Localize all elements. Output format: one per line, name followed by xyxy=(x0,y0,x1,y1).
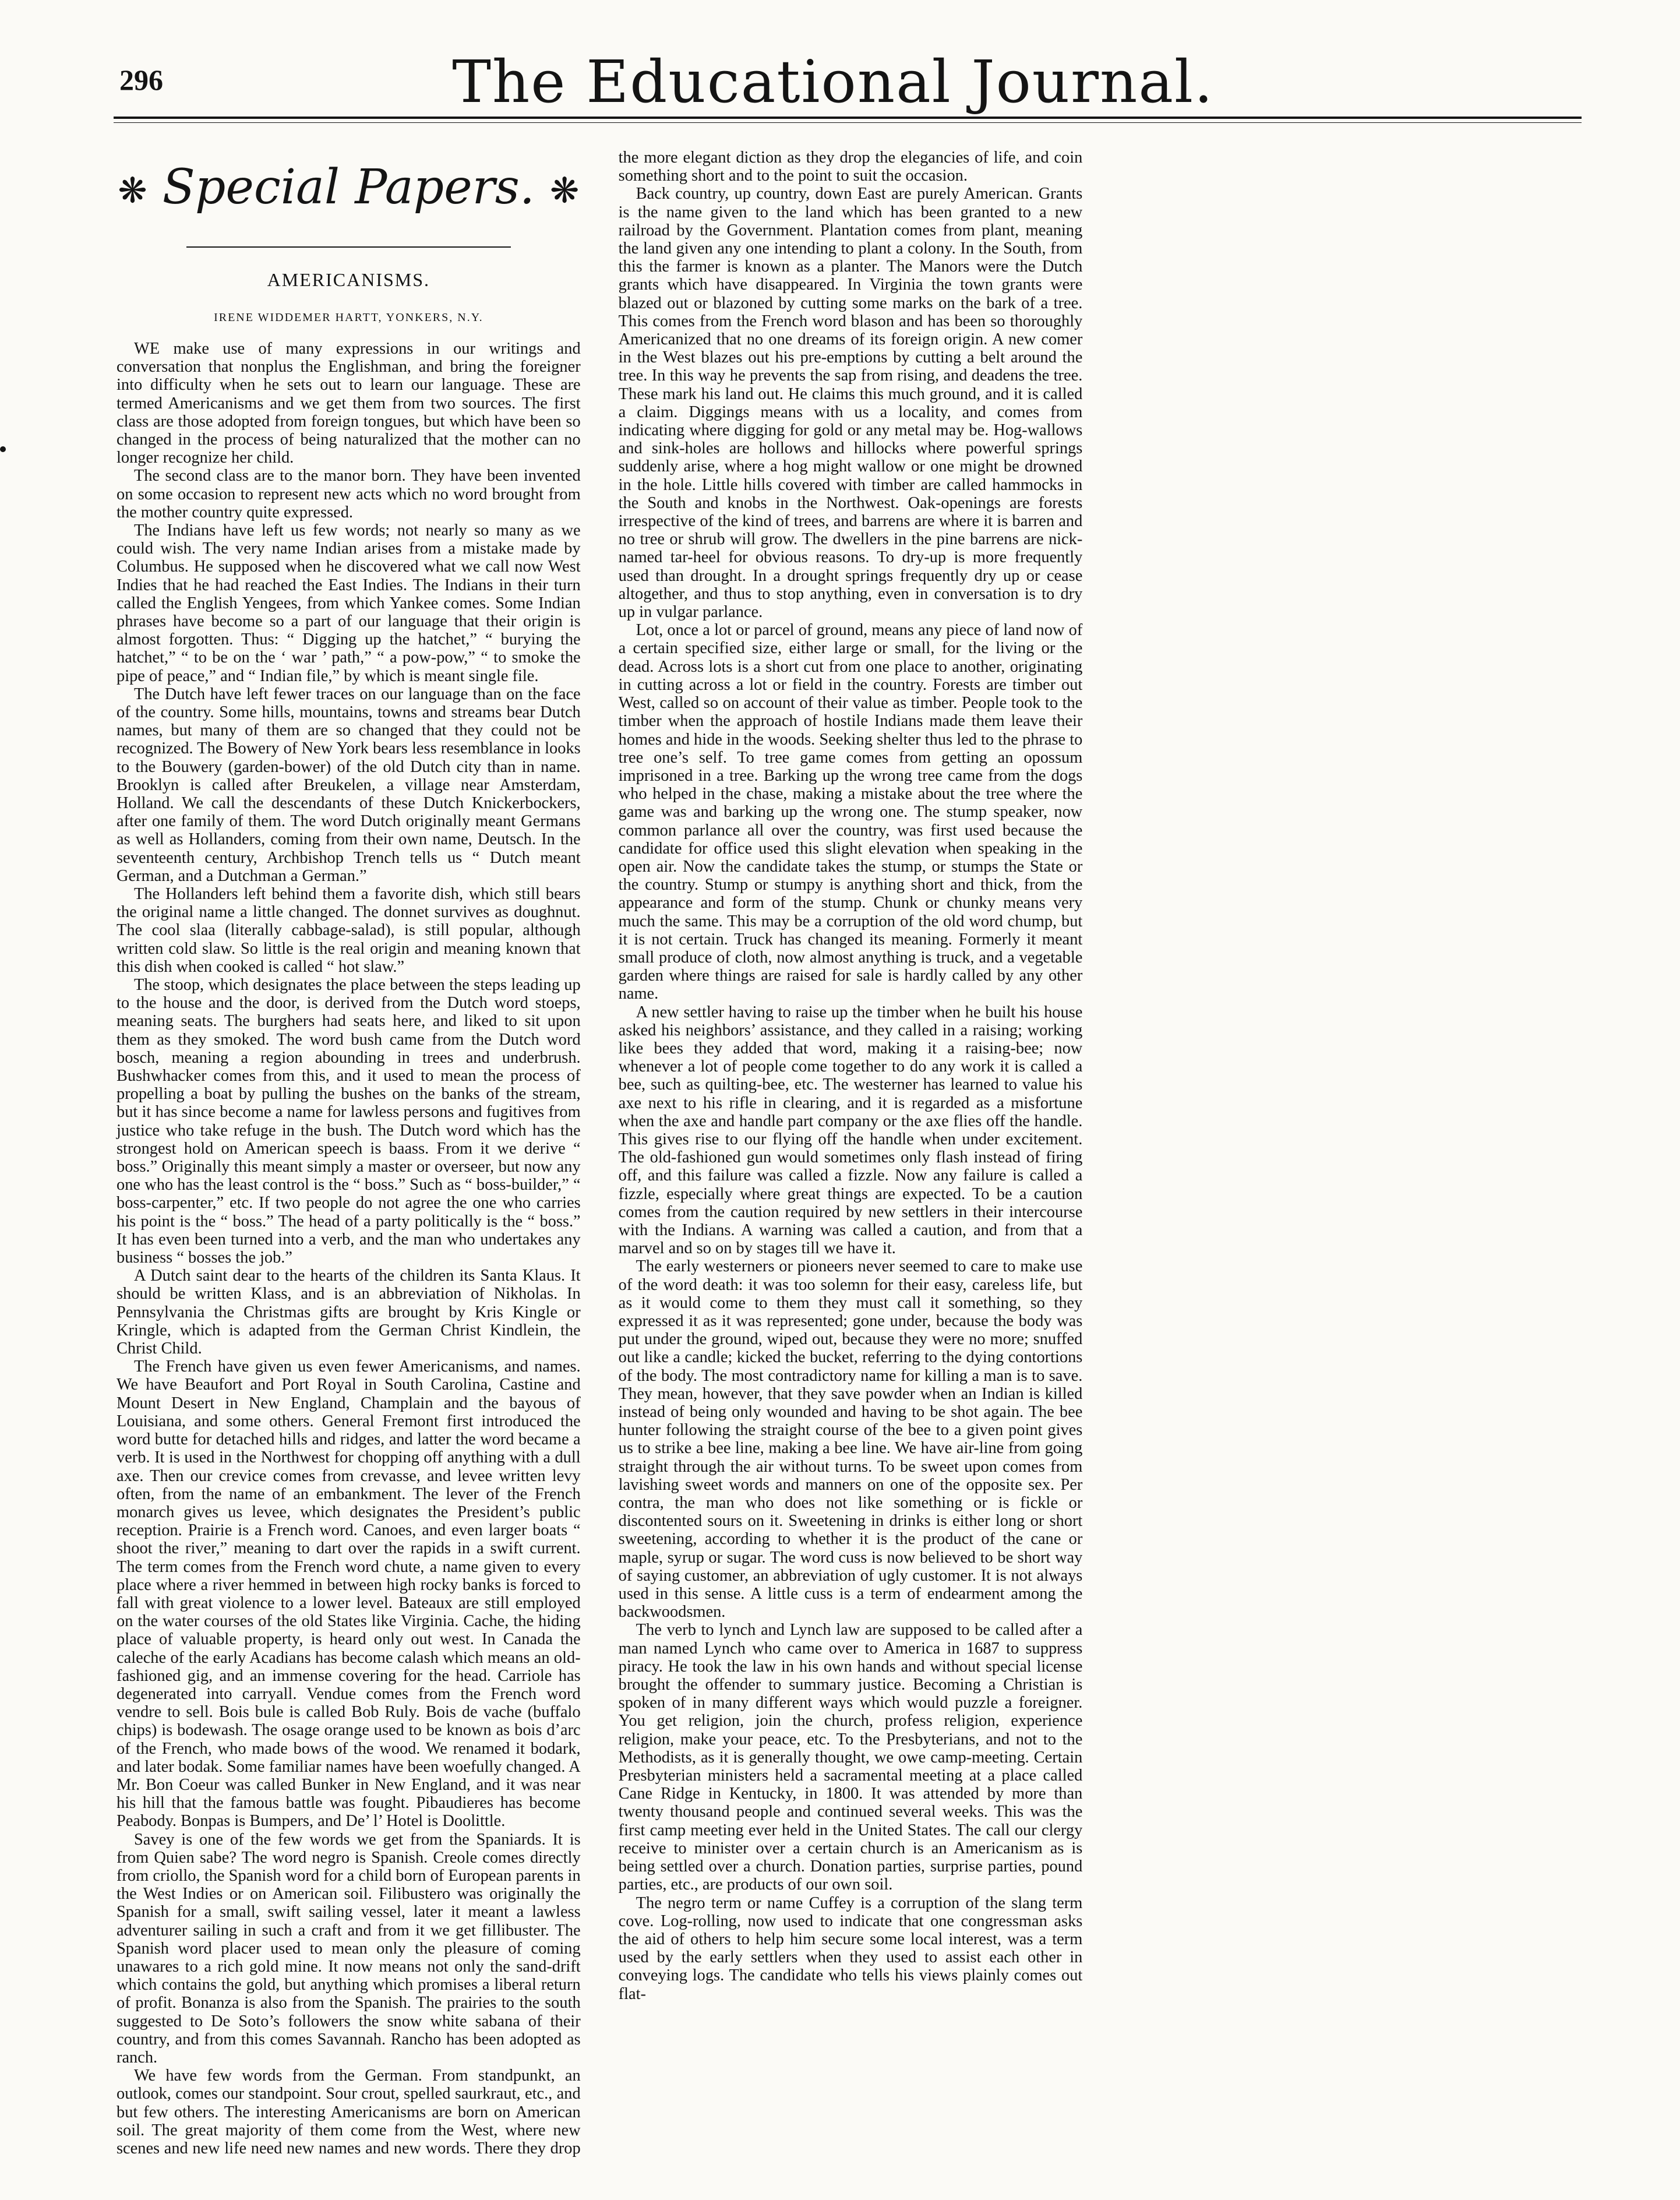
masthead xyxy=(0,0,1680,117)
article-paragraph: The verb to lynch and Lynch law are supposed to be called after a man named Lynch who came over to America in 1687 to suppress piracy. He took the law in his own hands and without special license brought the offender to summary justice. Becoming a Christian is spoken of in many different ways which would puzzle a foreigner. You get religion, join the church, profess religion, experience religion, make your peace, etc. To the Presbyterians, and not to the Methodists, as it is generally thought, we owe camp-meeting. Certain Presbyterian ministers held a sacramental meeting at a place called Cane Ridge in Kentucky, in 1800. It was attended by more than twenty thousand people and continued several weeks. This was the first camp meeting ever held in the United States. The call our clergy receive to minister over a certain church is an Americanism as is being settled over a church. Donation parties, surprise parties, pound parties, etc., are products of our own soil. xyxy=(618,1621,1083,1894)
article-paragraph: Lot, once a lot or parcel of ground, means any piece of land now of a certain specified size, either large or small, for the living or the dead. Across lots is a short cut from one place to another, originating in cutting across a lot or field in the country. Forests are timber out West, called so on account of their value as timber. People took to the timber when the approach of hostile Indians made them leave their homes and hide in the woods. Seeking shelter thus led to the phrase to tree one’s self. To tree game comes from getting an opossum imprisoned in a tree. Barking up the wrong tree came from the dogs who helped in the chase, making a mistake about the tree where the game was and barking up the wrong one. The stump speaker, now common parlance all over the country, was first used because the candidate for office used this slight elevation when speaking in the open air. Now the candidate takes the stump, or stumps the State or the country. Stump or stumpy is anything short and thick, from the appearance and form of the stump. Chunk or chunky means very much the same. This may be a corruption of the old word chump, but it is not certain. Truck has changed its meaning. Formerly it meant small produce of cloth, now almost anything is truck, and a vegetable garden where things are raised for sale is hardly called by any other name. xyxy=(618,621,1083,1003)
article-paragraph: We have few words from the German. From standpunkt, an outlook, comes our standpoint. Sour crout, spelled saurkraut, etc., and but few others. The interesting Americanisms are born on American soil. The great majority of them come from the West, where new scenes and new life need new names and new words. There they drop the more elegant diction as they drop the elegancies of life, and coin something short and to the point to suit the occasion. xyxy=(117,149,1083,2158)
article-paragraph: The stoop, which designates the place between the steps leading up to the house and the door, is derived from the Dutch word stoeps, meaning seats. The burghers had seats here, and liked to sit upon them as they smoked. The word bush came from the Dutch word bosch, meaning a region abounding in trees and underbrush. Bushwhacker comes from this, and it used to mean the process of propelling a boat by pulling the bushes on the banks of the stream, but it has since become a name for lawless persons and fugitives from justice who take refuge in the bush. The Dutch word which has the strongest hold on American speech is baass. From it we derive “ boss.” Originally this meant simply a master or overseer, but now any one who has the least control is the “ boss.” Such as “ boss-builder,” “ boss-carpenter,” etc. If two people do not agree the one who carries his point is the “ boss.” The head of a party politically is the “ boss.” It has even been turned into a verb, and the man who undertakes any business “ bosses the job.” xyxy=(117,976,581,1267)
margin-dot xyxy=(0,446,6,452)
article-paragraph: Savey is one of the few words we get from the Spaniards. It is from Quien sabe? The word negro is Spanish. Creole comes directly from criollo, the Spanish word for a child born of European parents in the West Indies or on American soil. Filibustero was originally the Spanish for a small, swift sailing vessel, later it meant a lawless adventurer sailing in such a craft and from it we get fillibuster. The Spanish word placer used to mean only the pleasure of coming unawares to a rich gold mine. It now means not only the sand-drift which contains the gold, but anything which promises a liberal return of profit. Bonanza is also from the Spanish. The prairies to the south suggested to De Soto’s followers the snow white sabana of their country, and from this comes Savannah. Rancho has been adopted as ranch. xyxy=(117,1830,581,2067)
section-title: Special Papers. xyxy=(162,160,535,215)
header-rule-thin xyxy=(114,122,1582,123)
article-paragraph: A new settler having to raise up the timber when he built his house asked his neighbors’ assistance, and they called in a raising; working like bees they added that word, making it a raising-bee; now whenever a lot of people come together to do any work it is called a bee, such as quilting-bee, etc. The westerner has learned to value his axe next to his rifle in clearing, and it is regarded as a misfortune when the axe and handle part company or the axe flies off the handle. This gives rise to our flying off the handle when under excitement. The old-fashioned gun would sometimes only flash instead of firing off, and this failure was called a fizzle. Now any failure is called a fizzle, especially where great things are expected. To be a caution comes from the caution required by new settlers in their intercourse with the Indians. A warning was called a caution, and from that a marvel and so on by stages till we have it. xyxy=(618,1003,1083,1258)
page-number: 296 xyxy=(119,64,163,96)
article-paragraph: The Hollanders left behind them a favorite dish, which still bears the original name a little changed. The donnet survives as doughnut. The cool slaa (literally cabbage-salad), is still popular, although written cold slaw. So little is the real origin and meaning known that this dish when cooked is called “ hot slaw.” xyxy=(117,885,581,976)
article-paragraph: The Indians have left us few words; not nearly so many as we could wish. The very name Indian arises from a mistake made by Columbus. He supposed when he discovered what we call now West Indies that he had reached the East Indies. The Indians in their turn called the English Yengees, from which Yankee comes. Some Indian phrases have become so a part of our language that their origin is almost forgotten. Thus: “ Digging up the hatchet,” “ burying the hatchet,” “ to be on the ‘ war ’ path,” “ a pow-pow,” “ to smoke the pipe of peace,” and “ Indian file,” by which is meant single file. xyxy=(117,521,581,685)
section-heading xyxy=(117,161,581,217)
article-paragraph: The second class are to the manor born. They have been invented on some occasion to represent new acts which no word brought from the mother country quite expressed. xyxy=(117,467,581,521)
ornament-left-icon: ❋ xyxy=(118,170,147,211)
ornament-right-icon: ❋ xyxy=(550,170,580,211)
header-rule xyxy=(114,117,1582,119)
article-paragraph: A Dutch saint dear to the hearts of the children its Santa Klaus. It should be written Klass, and is an abbreviation of Nikholas. In Pennsylvania the Christmas gifts are brought by Kris Kingle or Kringle, which is adapted from the German Christ Kindlein, the Christ Child. xyxy=(117,1267,581,1358)
article-paragraph: The negro term or name Cuffey is a corruption of the slang term cove. Log-rolling, now used to indicate that one congressman asks the aid of others to help him secure some local interest, was a term used by the early settlers when they used to assist each other in conveying logs. The candidate who tells his views plainly comes out flat- xyxy=(618,1894,1083,2003)
article-paragraph: WE make use of many expressions in our writings and conversation that nonplus the Englishman, and bring the foreigner into difficulty when he sets out to learn our language. These are termed Americanisms and we get them from two sources. The first class are those adopted from foreign tongues, but which have been so changed in the process of being naturalized that the mother can no longer recognize her child. xyxy=(117,339,581,467)
article-paragraph: The early westerners or pioneers never seemed to care to make use of the word death: it was too solemn for their easy, careless life, but as it would come to them they must call it something, so they expressed it as it was represented; gone under, because the body was put under the ground, wiped out, because they were no more; snuffed out like a candle; kicked the bucket, referring to the dying contortions of the body. The most contradictory name for killing a man is to save. They mean, however, that they save powder when an Indian is killed instead of being only wounded and having to be shot again. The bee hunter following the straight course of the bee to a given point gives us to strike a bee line, making a bee line. We have air-line from going straight through the air without turns. To be sweet upon comes from lavishing sweet words and manners on one of the opposite sex. Per contra, the man who does not like something or is fickle or discontented sours on it. Sweetening in drinks is either long or short sweetening, according to whether it is the product of the cane or maple, syrup or sugar. The word cuss is now believed to be short way of saying customer, an abbreviation of ugly customer. It is not always used in this sense. A little cuss is a term of endearment among the backwoodsmen. xyxy=(618,1257,1083,1621)
article-body xyxy=(117,149,1082,2164)
title-rule xyxy=(186,246,511,248)
article-paragraph: Back country, up country, down East are purely American. Grants is the name given to the land which has been granted to a new railroad by the Government. Plantation comes from plant, meaning the land given any one intending to plant a colony. In the South, from this the farmer is known as a planter. The Manors were the Dutch grants which have disappeared. In Virginia the town grants were blazed out or blazoned by cutting some marks on the bark of a tree. This comes from the French word blason and has been so thoroughly Americanized that no one dreams of its foreign origin. A new comer in the West blazes out his pre-emptions by cutting a belt around the tree. In this way he prevents the sap from rising, and deadens the tree. These mark his land out. He claims this much ground, and it is called a claim. Diggings means with us a locality, and comes from indicating where digging for gold or any metal may be. Hog-wallows and sink-holes are hollows and hillocks where powerful springs suddenly arise, where a hog might wallow or one might be drowned in the hole. Little hills covered with timber are called hammocks in the South and knobs in the Northwest. Oak-openings are forests irrespective of the kind of trees, and barrens are where it is barren and no tree or shrub will grow. The dwellers in the pine barrens are nick-named tar-heel for obvious reasons. To dry-up is more frequently used than drought. In a drought springs frequently dry up or cease altogether, and thus to stop anything, even in conversation is to dry up in vulgar parlance. xyxy=(618,185,1083,622)
article-byline: IRENE WIDDEMER HARTT, YONKERS, N.Y. xyxy=(214,311,483,324)
article-paragraph: The French have given us even fewer Americanisms, and names. We have Beaufort and Port Royal in South Carolina, Castine and Mount Desert in New England, Champlain and the bayous of Louisiana, and some others. General Fremont first introduced the word butte for detached hills and ridges, and latter the word became a verb. It is used in the Northwest for chopping off anything with a dull axe. Then our crevice comes from crevasse, and levee written levy often, from the name of an embankment. The lever of the French monarch gives us levee, which designates the President’s public reception. Prairie is a French word. Canoes, and even larger boats “ shoot the river,” meaning to dart over the rapids in a swift current. The term comes from the French word chute, a name given to every place where a river hemmed in between high rocky banks is forced to fall with great violence to a lower level. Bateaux are still employed on the water courses of the old States like Virginia. Cache, the hiding place of valuable property, is heard only out west. In Canada the caleche of the early Acadians has become calash which means an old-fashioned gig, and an immense covering for the head. Carriole has degenerated into carryall. Vendue comes from the French word vendre to sell. Bois bule is called Bob Ruly. Bois de vache (buffalo chips) is bodewash. The osage orange used to be known as bois d’arc of the French, who made bows of the wood. We renamed it bodark, and later bodak. Some familiar names have been woefully changed. A Mr. Bon Coeur was called Bunker in New England, and it was near his hill that the famous battle was fought. Pibaudieres has become Peabody. Bonpas is Bumpers, and De’ l’ Hotel is Doolittle. xyxy=(117,1358,581,1831)
article-paragraph: The Dutch have left fewer traces on our language than on the face of the country. Some hills, mountains, towns and streams bear Dutch names, but many of them are so changed that they could not be recognized. The Bowery of New York bears less resemblance in looks to the Bouwery (garden-bower) of the old Dutch city than in name. Brooklyn is called after Breukelen, a village near Amsterdam, Holland. We call the descendants of these Dutch Knickerbockers, after one family of them. The word Dutch originally meant Germans as well as Hollanders, coming from their own name, Deutsch. In the seventeenth century, Archbishop Trench tells us “ Dutch meant German, and a Dutchman a German.” xyxy=(117,685,581,885)
journal-title: The Educational Journal. xyxy=(452,48,1214,116)
article-columns xyxy=(117,149,1584,2164)
article-title: AMERICANISMS. xyxy=(267,269,430,290)
